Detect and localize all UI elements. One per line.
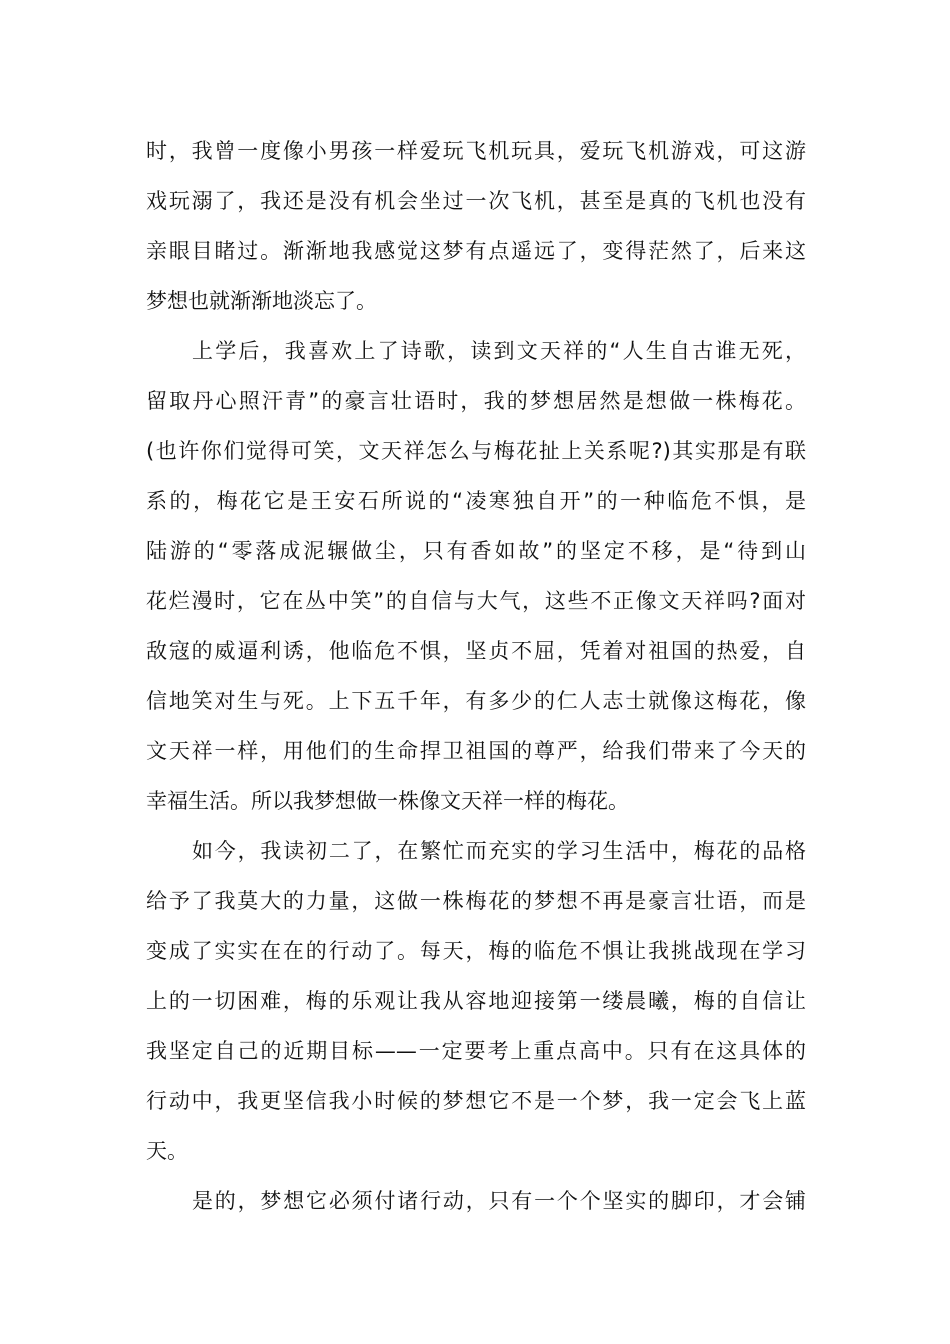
- text-line: 亲眼目睹过。渐渐地我感觉这梦有点遥远了，变得茫然了，后来这: [146, 239, 806, 263]
- text-line: 幸福生活。所以我梦想做一株像文天祥一样的梅花。: [146, 789, 629, 813]
- paragraph-first-line: 上学后，我喜欢上了诗歌，读到文天祥的“人生自古谁无死，: [192, 339, 806, 363]
- text-line: 信地笑对生与死。上下五千年，有多少的仁人志士就像这梅花，像: [146, 689, 806, 713]
- text-line: 变成了实实在在的行动了。每天，梅的临危不惧让我挑战现在学习: [146, 939, 806, 963]
- text-line: 敌寇的威逼利诱，他临危不惧，坚贞不屈，凭着对祖国的热爱，自: [146, 639, 806, 663]
- text-line: 天。: [146, 1139, 188, 1163]
- text-line: 我坚定自己的近期目标——一定要考上重点高中。只有在这具体的: [146, 1039, 806, 1063]
- text-line: 时，我曾一度像小男孩一样爱玩飞机玩具，爱玩飞机游戏，可这游: [146, 139, 806, 163]
- text-line: 梦想也就渐渐地淡忘了。: [146, 289, 377, 313]
- text-line: 行动中，我更坚信我小时候的梦想它不是一个梦，我一定会飞上蓝: [146, 1089, 806, 1113]
- text-line: 系的，梅花它是王安石所说的“凌寒独自开”的一种临危不惧，是: [146, 489, 806, 513]
- text-line: 给予了我莫大的力量，这做一株梅花的梦想不再是豪言壮语，而是: [146, 889, 806, 913]
- text-line: 花烂漫时，它在丛中笑”的自信与大气，这些不正像文天祥吗?面对: [146, 589, 806, 613]
- paragraph-first-line: 如今，我读初二了，在繁忙而充实的学习生活中，梅花的品格: [192, 839, 806, 863]
- text-line: 文天祥一样，用他们的生命捍卫祖国的尊严，给我们带来了今天的: [146, 739, 806, 763]
- paragraph-first-line: 是的，梦想它必须付诸行动，只有一个个坚实的脚印，才会铺: [192, 1189, 806, 1213]
- text-line: 陆游的“零落成泥辗做尘，只有香如故”的坚定不移，是“待到山: [146, 539, 806, 563]
- text-line: (也许你们觉得可笑，文天祥怎么与梅花扯上关系呢?)其实那是有联: [146, 439, 806, 463]
- text-line: 留取丹心照汗青”的豪言壮语时，我的梦想居然是想做一株梅花。: [146, 389, 806, 413]
- text-line: 戏玩溺了，我还是没有机会坐过一次飞机，甚至是真的飞机也没有: [146, 189, 806, 213]
- text-line: 上的一切困难，梅的乐观让我从容地迎接第一缕晨曦，梅的自信让: [146, 989, 806, 1013]
